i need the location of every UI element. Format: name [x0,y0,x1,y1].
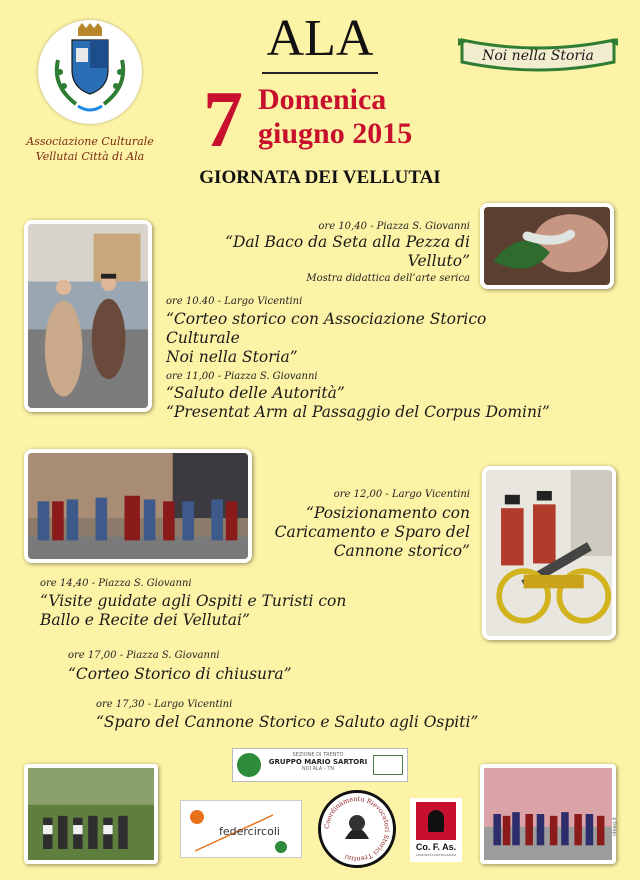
photo-dancers [24,220,152,412]
title-underline [262,72,378,74]
alpini-text [265,752,371,772]
association-line-2: Vellutai Città di Ala [35,150,145,163]
cofas-text: Co. F. As. [415,842,457,852]
event-6-title: “Corteo Storico di chiusura” [68,665,292,683]
square-crowd-image [484,768,612,860]
association-name [20,134,160,164]
dancers-image [28,224,148,408]
weekday: Domenica [258,83,387,116]
town-title: ALA [266,10,374,67]
coordinamento-ring-text: Coordinamento Rievocatori Storici Trentini [322,794,392,864]
event-3-title-line-2: “Presentat Arm al Passaggio del Corpus Domini” [166,403,550,421]
event-1-note: Mostra didattica dell’arte serica [306,273,470,284]
event-5-title-line-1: “Visite guidate agli Ospiti e Turisti con [40,592,347,610]
cannon-image [486,470,612,636]
troop-image [28,768,154,860]
day-number: 7 [203,76,243,164]
association-line-1: Associazione Culturale [26,135,154,148]
event-title: GIORNATA DEI VELLUTAI [199,167,441,188]
event-4-title-line-1: “Posizionamento con [306,504,470,522]
date-line: giugno 2015 [258,117,413,150]
event-7-title: “Sparo del Cannone Storico e Saluto agli Ospiti” [96,713,479,731]
event-1-title: “Dal Baco da Seta alla Pezza di Velluto” [225,233,470,270]
photo-square-crowd [480,764,616,864]
alpini-hat-icon [237,753,261,777]
event-6-time: ore 17,00 - Piazza S. Giovanni [68,650,220,661]
event-2-time: ore 10.40 - Largo Vicentini [166,296,303,307]
alpini-line-1: SEZIONE DI TRENTO [292,752,344,758]
coordinamento-logo [318,790,396,868]
event-4-title-line-2: Caricamento e Sparo del [274,523,470,541]
event-5 [40,578,380,630]
event-2-title-line-1: “Corteo storico con Associazione Storico Culturale [166,310,487,347]
event-4-title-line-3: Cannone storico” [333,542,470,560]
photo-silkworm [480,203,614,289]
event-2-title-line-2: Noi nella Storia” [166,348,298,366]
event-5-time: ore 14,40 - Piazza S. Giovanni [40,578,192,589]
photo-cannon [482,466,616,640]
event-6 [68,650,388,684]
event-3 [166,371,586,422]
event-7 [96,699,496,732]
event-3-time: ore 11,00 - Piazza S. Giovanni [166,371,318,382]
event-4-time: ore 12,00 - Largo Vicentini [333,489,470,500]
alpini-line-2: GRUPPO MARIO SARTORI [268,758,368,766]
event-5-title-line-2: Ballo e Recite dei Vellutai” [40,611,250,629]
mountain-icon [373,755,403,775]
photo-troop [24,764,158,864]
coordinamento-emblem-icon [321,793,393,865]
cofas-emblem-icon [416,802,456,840]
credit-text: ideag.it [612,817,618,836]
event-1 [160,221,470,284]
event-1-time: ore 10,40 - Piazza S. Giovanni [318,221,470,232]
alpini-sponsor [232,748,408,782]
event-2 [166,296,546,367]
federcircoli-text: federcircoli [219,825,280,838]
costumed-group-image [28,453,248,559]
alpini-line-3: NOI ALA - TN [301,766,335,772]
association-crest [38,20,142,124]
event-7-time: ore 17,30 - Largo Vicentini [96,699,233,710]
noi-nella-storia-banner [458,30,618,76]
cofas-logo [410,798,462,862]
event-4 [270,489,470,561]
banner-text: Noi nella Storia [482,48,594,64]
cofas-subtext: COMUNITÀ FORTIFICAZIONI [415,853,457,857]
photo-costumed-group [24,449,252,563]
event-3-title-line-1: “Saluto delle Autorità” [166,384,345,402]
silkworm-image [484,207,610,285]
federcircoli-logo [180,800,302,858]
crest-emblem-icon [38,20,142,124]
